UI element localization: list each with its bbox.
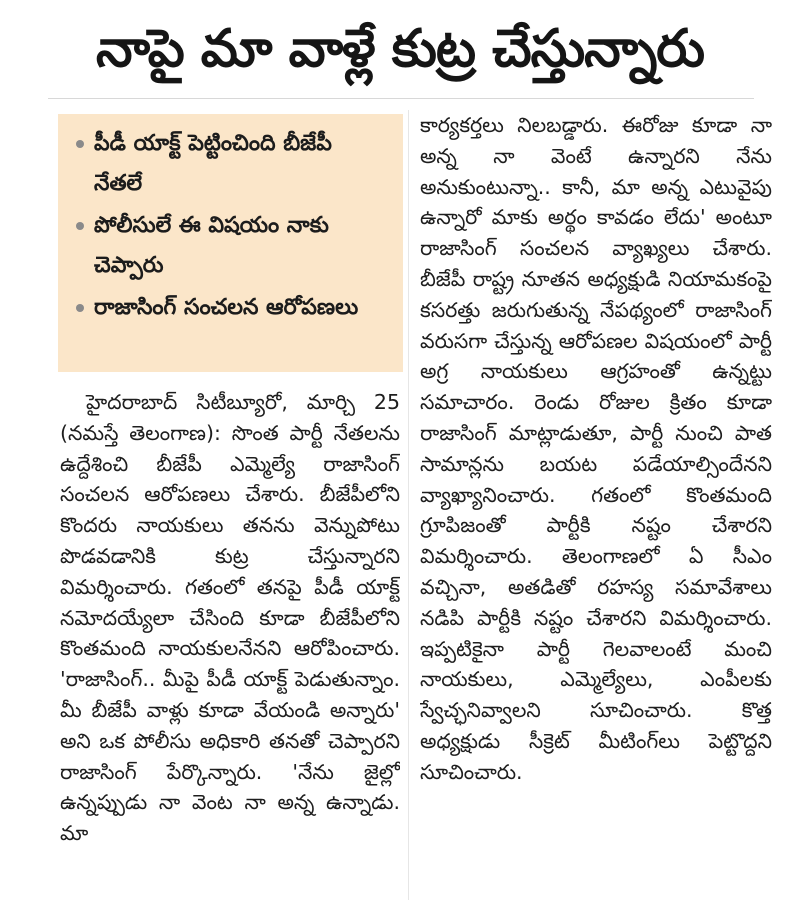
highlight-item (76, 288, 395, 328)
article-left-column: హైదరాబాద్ సిటీబ్యూరో, మార్చి 25 (నమస్తే తెలంగాణ): సొంత పార్టీ నేతలను ఉద్దేశించి బీజేపీ ఎమ్మెల్యే రాజాసింగ్ సంచలన ఆరోపణలు చేశారు. బీజేపీలోని కొందరు నాయకులు తనను వెన్నుపోటు పొడవడానికి కుట్ర చేస్తున్నారని విమర్శించారు. గతంలో తనపై పీడీ యాక్ట్ నమోదయ్యేలా చేసింది కూడా బీజేపీలోని కొంతమంది నాయకులనేనని ఆరోపించారు. 'రాజాసింగ్.. మీపై పీడీ యాక్ట్ పెడుతున్నాం. మీ బీజేపీ వాళ్లు కూడా వేయండి అన్నారు' అని ఒక పోలీసు అధికారి తనతో చెప్పారని రాజాసింగ్ పేర్కొన్నారు. 'నేను జైల్లో ఉన్నప్పుడు నా వెంట నా అన్న ఉన్నాడు. మా (60, 390, 400, 846)
headline: నాపై మా వాళ్లే కుట్ర చేస్తున్నారు (95, 19, 705, 79)
highlight-text: పోలీసులే ఈ విషయం నాకు చెప్పారు (94, 213, 329, 278)
bullet-dot-icon (76, 304, 84, 312)
highlight-text: రాజాసింగ్ సంచలన ఆరోపణలు (94, 295, 359, 320)
bullet-dot-icon (76, 140, 84, 148)
highlight-item (76, 206, 395, 286)
highlight-item (76, 124, 395, 204)
headline-rule (48, 98, 754, 99)
column-divider (408, 110, 409, 900)
highlight-text: పీడీ యాక్ట్ పెట్టించింది బీజేపీ నేతలే (94, 131, 332, 196)
bullet-dot-icon (76, 222, 84, 230)
highlights-box (58, 114, 403, 372)
article-right-column: కార్యకర్తలు నిలబడ్డారు. ఈరోజు కూడా నా అన్న నా వెంటే ఉన్నారని నేను అనుకుంటున్నా.. కానీ, మా అన్న ఎటువైపు ఉన్నారో మాకు అర్థం కావడం లేదు' అంటూ రాజాసింగ్ సంచలన వ్యాఖ్యలు చేశారు. బీజేపీ రాష్ట్ర నూతన అధ్యక్షుడి నియామకంపై కసరత్తు జరుగుతున్న నేపథ్యంలో రాజాసింగ్ వరుసగా చేస్తున్న ఆరోపణల విషయంలో పార్టీ అగ్ర నాయకులు ఆగ్రహంతో ఉన్నట్టు సమాచారం. రెండు రోజుల క్రితం కూడా రాజాసింగ్ మాట్లాడుతూ, పార్టీ నుంచి పాత సామాన్లను బయట పడేయాల్సిందేనని వ్యాఖ్యానించారు. గతంలో కొంతమంది గ్రూపిజంతో పార్టీకి నష్టం చేశారని విమర్శించారు. తెలంగాణలో ఏ సీఎం వచ్చినా, అతడితో రహస్య సమావేశాలు నడిపి పార్టీకి నష్టం చేశారని విమర్శించారు. ఇప్పటికైనా పార్టీ గెలవాలంటే మంచి నాయకులు, ఎమ్మెల్యేలు, ఎంపీలకు స్వేచ్ఛనివ్వాలని సూచించారు. కొత్త అధ్యక్షుడు సీక్రెట్ మీటింగ్‌లు పెట్టొద్దని సూచించారు. (420, 113, 772, 784)
